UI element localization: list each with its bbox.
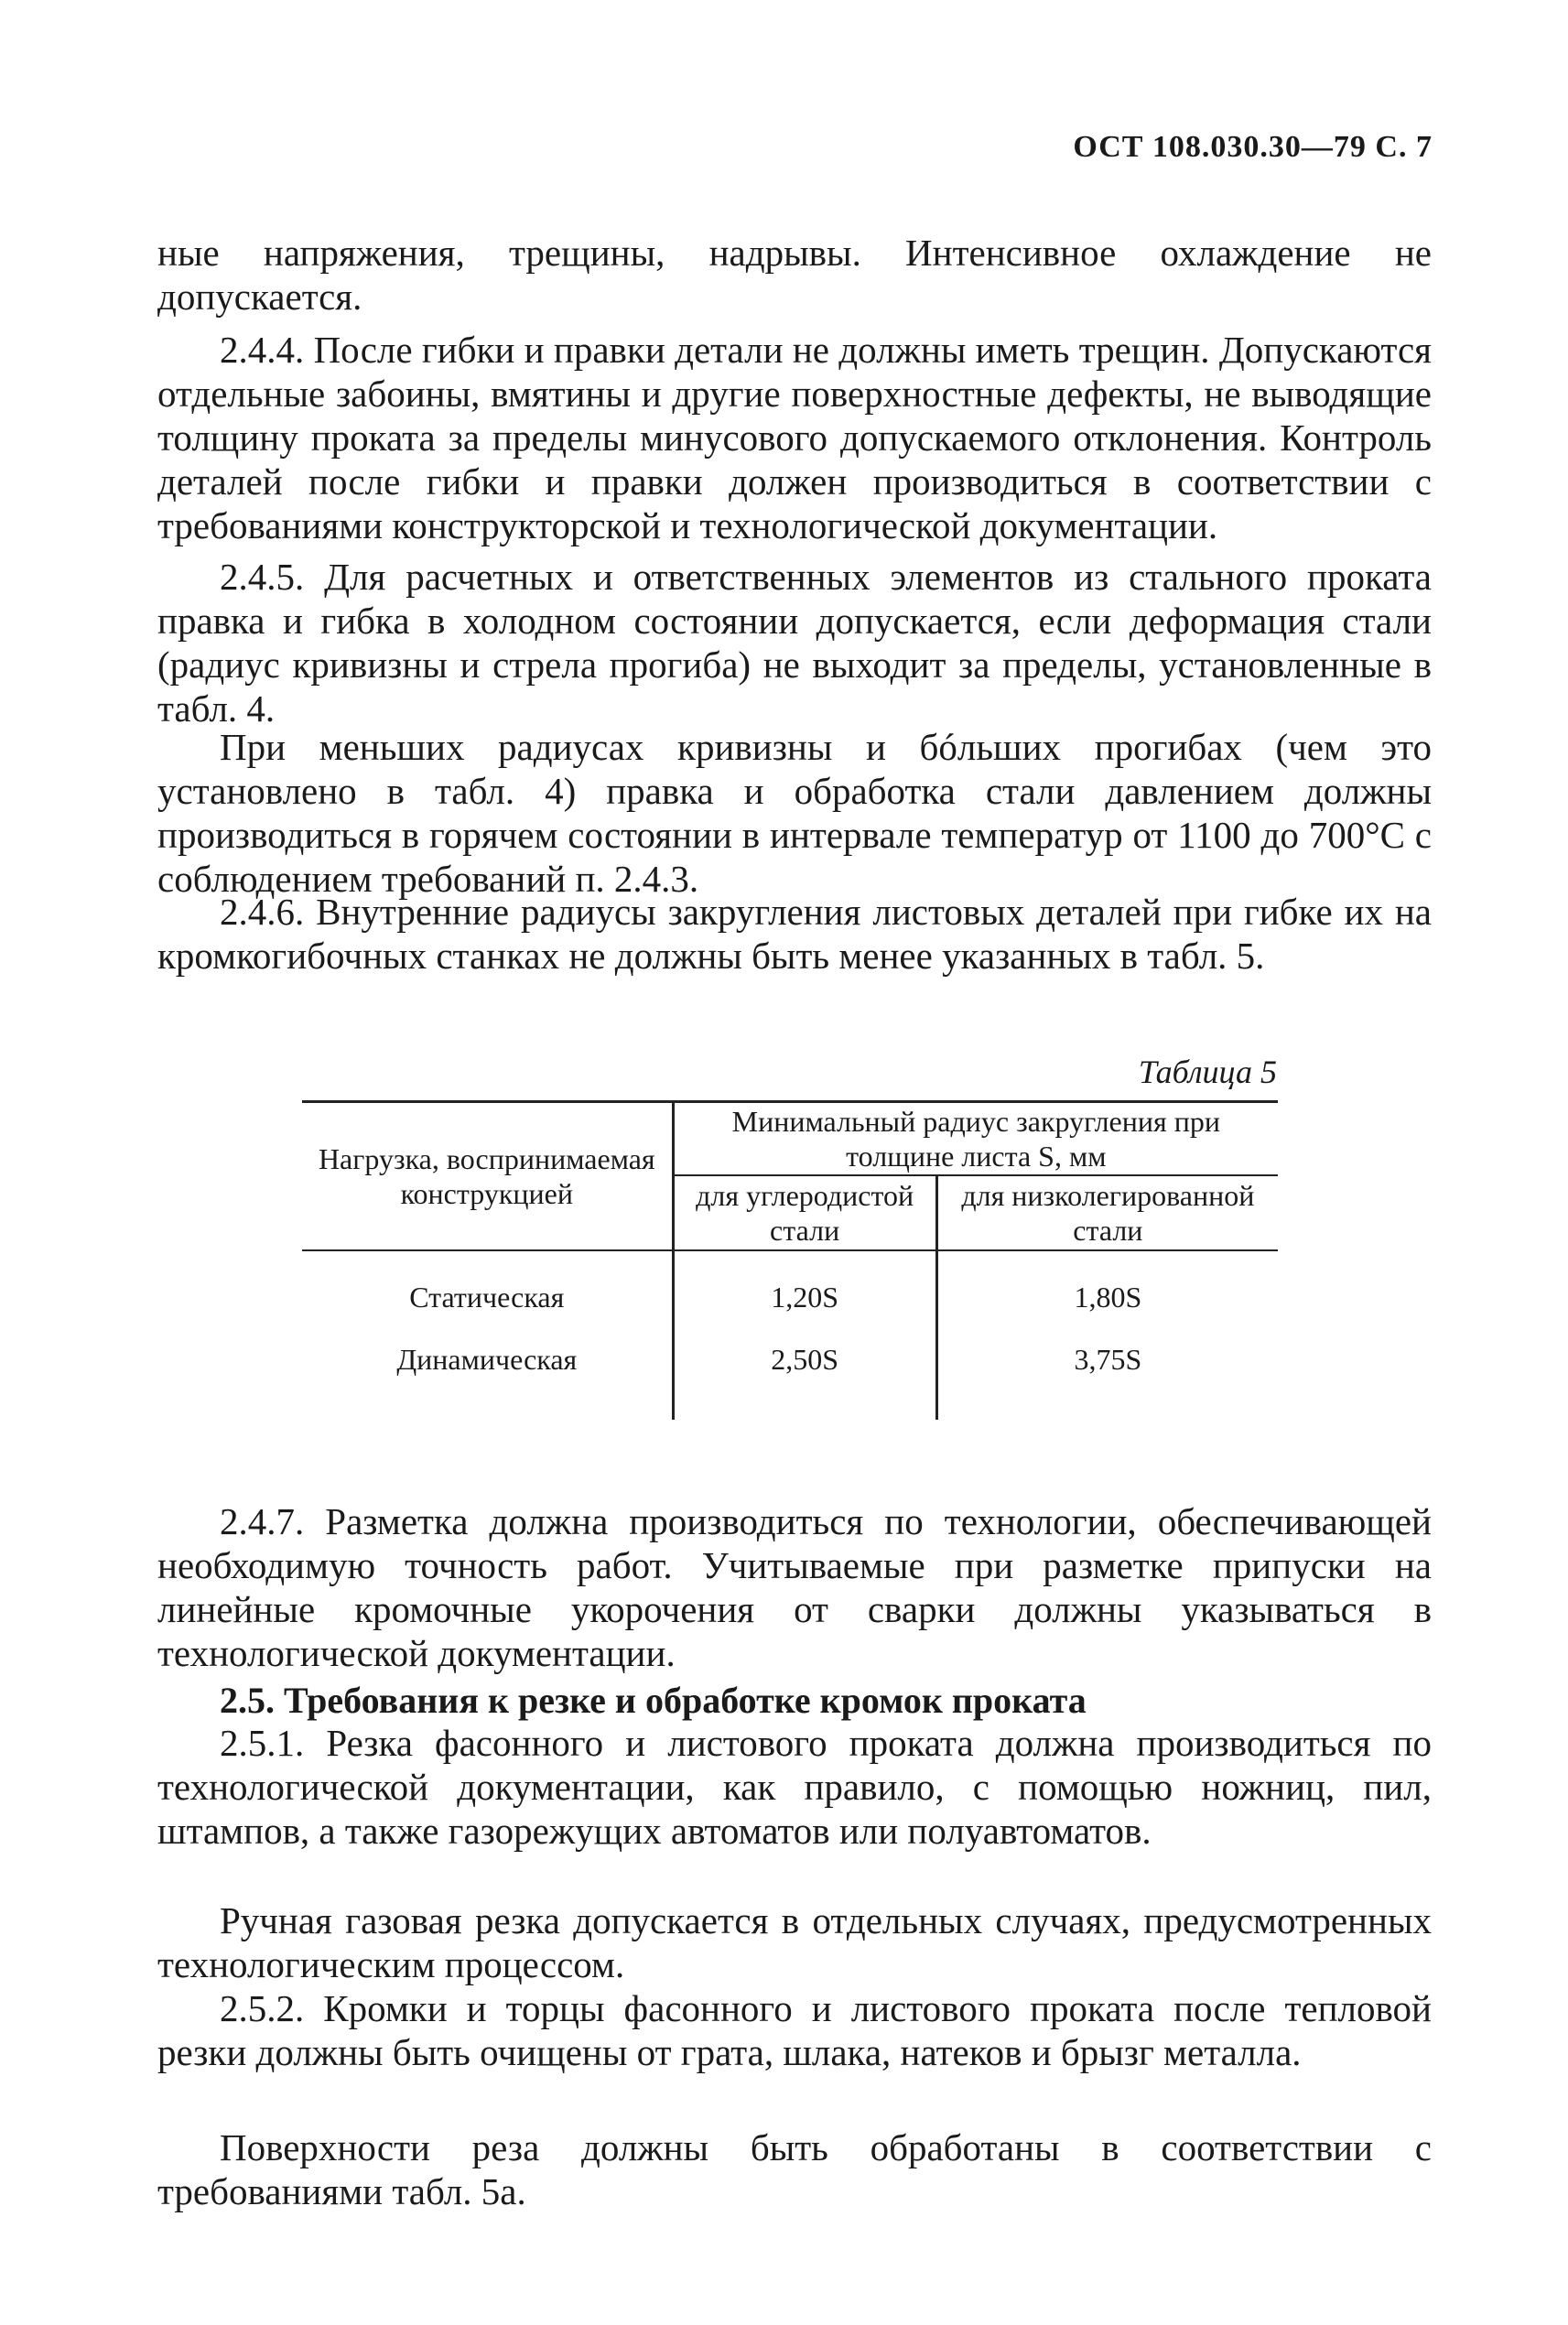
paragraph-continuation: ные напряжения, трещины, надрывы. Интенсивное охлаждение не допускается. xyxy=(157,232,1432,318)
section-heading-2-5: 2.5. Требования к резке и обработке кромок проката xyxy=(220,1680,1087,1721)
table-cell-carbon: 1,20S xyxy=(673,1250,936,1325)
load-column-header: Нагрузка, воспринимаемая конструкцией xyxy=(302,1102,673,1251)
low-alloy-steel-header: для низколегированной стали xyxy=(936,1175,1278,1250)
paragraph-2-4-7: 2.4.7. Разметка должна производиться по технологии, обеспечивающей необходимую точность работ. Учитываемые при разметке припуски на линейные кромочные укорочения от сварки должны указываться в технологической документации. xyxy=(157,1500,1432,1674)
table-caption: Таблица 5 xyxy=(1138,1054,1277,1090)
table-5 xyxy=(302,1100,1278,1420)
paragraph-2-5-1: 2.5.1. Резка фасонного и листового проката должна производиться по технологической документации, как правило, с помощью ножниц, пил, штампов, а также газорежущих автоматов или полуавтоматов. xyxy=(157,1722,1432,1852)
page-header: ОСТ 108.030.30—79 С. 7 xyxy=(1073,130,1433,164)
table-cell-lowalloy: 1,80S xyxy=(936,1250,1278,1325)
table-cell-lowalloy: 3,75S xyxy=(936,1325,1278,1420)
table-cell-carbon: 2,50S xyxy=(673,1325,936,1420)
paragraph-2-5-2: 2.5.2. Кромки и торцы фасонного и листового проката после тепловой резки должны быть очищены от грата, шлака, натеков и брызг металла. xyxy=(157,1987,1432,2073)
radius-group-header: Минимальный радиус закругления при толщине листа S, мм xyxy=(673,1102,1278,1176)
paragraph-2-4-6: 2.4.6. Внутренние радиусы закругления листовых деталей при гибке их на кромкогибочных станках не должны быть менее указанных в табл. 5. xyxy=(157,891,1432,977)
paragraph-2-4-4: 2.4.4. После гибки и правки детали не должны иметь трещин. Допускаются отдельные забоины, вмятины и другие поверхностные дефекты, не выводящие толщину проката за пределы минусового допускаемого отклонения. Контроль деталей после гибки и правки должен производиться в соответствии с требованиями конструкторской и технологической документации. xyxy=(157,329,1432,546)
paragraph-cut-surfaces: Поверхности реза должны быть обработаны в соответствии с требованиями табл. 5а. xyxy=(157,2126,1432,2212)
paragraph-manual-gas-cutting: Ручная газовая резка допускается в отдельных случаях, предусмотренных технологическим процессом. xyxy=(157,1899,1432,1985)
carbon-steel-header: для углеродистой стали xyxy=(673,1175,936,1250)
table-cell-load: Динамическая xyxy=(396,1343,578,1376)
paragraph-smaller-radii: При меньших радиусах кривизны и бóльших прогибах (чем это установлено в табл. 4) правка и обработка стали давлением должны производиться в горячем состоянии в интервале температур от 1100 до 700°С с соблюдением требований п. 2.4.3. xyxy=(157,726,1432,900)
table-cell-load: Статическая xyxy=(409,1281,565,1314)
paragraph-2-4-5: 2.4.5. Для расчетных и ответственных элементов из стального проката правка и гибка в холодном состоянии допускается, если деформация стали (радиус кривизны и стрела прогиба) не выходит за пределы, установленные в табл. 4. xyxy=(157,556,1432,730)
